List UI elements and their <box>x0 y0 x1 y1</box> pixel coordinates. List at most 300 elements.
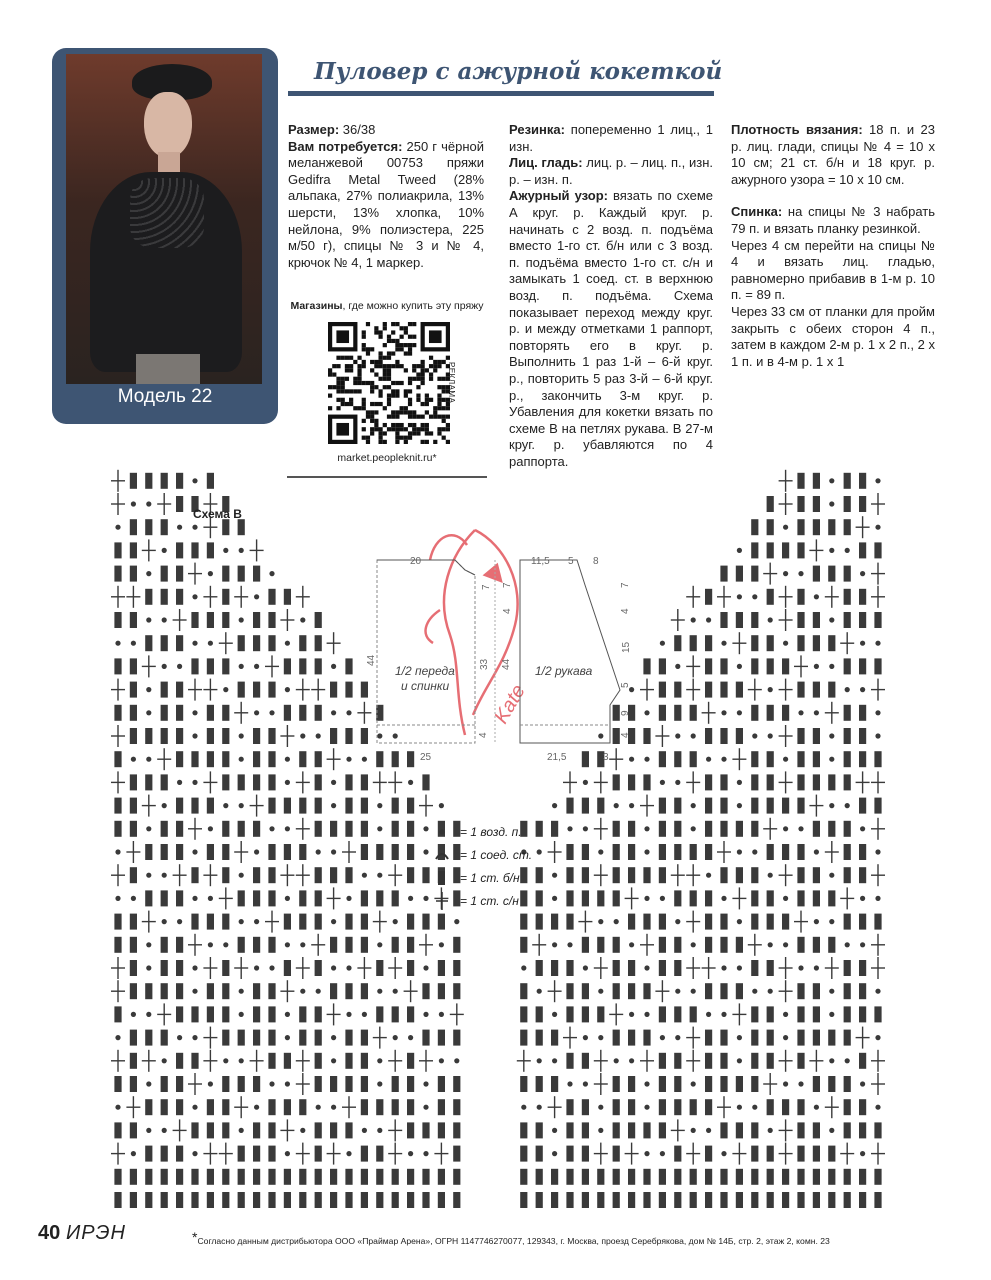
stitch-dot <box>439 942 444 947</box>
stitch-bar <box>222 705 229 721</box>
stitch-bar <box>253 774 260 790</box>
stitch-dot <box>875 525 880 530</box>
chart-legend <box>432 820 532 912</box>
stitch-bar <box>145 1169 152 1185</box>
stitch-dot <box>393 919 398 924</box>
stitch-bar <box>253 728 260 744</box>
stitch-bar <box>268 635 275 651</box>
stitch-bar <box>705 682 712 698</box>
stitch-dot <box>162 1128 167 1133</box>
stitch-bar <box>551 960 558 976</box>
stitch-bar <box>705 1146 712 1162</box>
stitch-dot <box>269 1081 274 1086</box>
skirt-shape <box>136 354 200 384</box>
stitch-dot <box>829 501 834 506</box>
stitch-dot <box>783 1012 788 1017</box>
stitch-bar <box>345 914 352 930</box>
stitch-dot <box>691 733 696 738</box>
stitch-bar <box>315 867 322 883</box>
stitch-bar <box>674 798 681 814</box>
stitch-bar <box>628 1192 635 1208</box>
stitch-bar <box>176 496 183 512</box>
stitch-bar <box>674 1053 681 1069</box>
stitch-bar <box>253 867 260 883</box>
stitch-bar <box>582 1122 589 1138</box>
lace-label: Ажурный узор: <box>509 188 608 204</box>
stitch-dot <box>131 641 136 646</box>
qr-code[interactable] <box>328 322 450 444</box>
stitch-bar <box>767 1099 774 1115</box>
stitch-bar <box>191 1169 198 1185</box>
stitch-dot <box>768 873 773 878</box>
stitch-bar <box>238 682 245 698</box>
stitch-dot <box>814 849 819 854</box>
stitch-dot <box>192 733 197 738</box>
stitch-bar <box>659 1122 666 1138</box>
stitch-bar <box>407 1099 414 1115</box>
dim-r2: 4 <box>620 608 631 614</box>
stitch-bar <box>345 682 352 698</box>
stitch-bar <box>315 774 322 790</box>
stitch-bar <box>844 844 851 860</box>
stitch-bar <box>438 914 445 930</box>
stitch-bar <box>315 1053 322 1069</box>
stitch-dot <box>845 1058 850 1063</box>
stitch-bar <box>566 798 573 814</box>
stitch-dot <box>192 780 197 785</box>
stitch-dot <box>208 641 213 646</box>
stitch-dot <box>614 919 619 924</box>
stitch-bar <box>767 519 774 535</box>
stitch-bar <box>407 867 414 883</box>
stitch-dot <box>829 803 834 808</box>
lace-text: вязать по схеме А круг. р. Каждый круг. р. начинать с 2 возд. п. подъёма вместо 1-го ст. б/н или с 3 возд. п. подъёма вместо 1-го ст. с/н и замыкать 1 соед. ст. в верхнюю возд. п. подъёма. Схема показывает переход между круг. р. и между отметками 1 раппорт, повторять его в круг. р. Выполнить 1 раз 1-й – 6-й круг. р., повторить 5 раз 3-й – 6-й круг. р., закончить 3-м круг. р. Убавления для кокетки вязать по схеме В на петлях рукава. В 27-м круг. р. убавляются по 4 раппорта. <box>509 188 713 469</box>
stockinette-text: лиц. р. – лиц. п., изн. р. – изн. п. <box>509 155 713 187</box>
stitch-bar <box>114 658 121 674</box>
stitch-bar <box>222 1030 229 1046</box>
stitch-dot <box>162 1058 167 1063</box>
stitch-dot <box>146 1081 151 1086</box>
legend-row-slip <box>432 843 532 866</box>
stitch-bar <box>797 937 804 953</box>
stitch-bar <box>299 798 306 814</box>
stitch-dot <box>691 942 696 947</box>
stitch-bar <box>191 1192 198 1208</box>
stitch-bar <box>268 844 275 860</box>
stitch-bar <box>751 798 758 814</box>
stitch-bar <box>392 890 399 906</box>
stitch-bar <box>797 1146 804 1162</box>
stitch-bar <box>690 1006 697 1022</box>
stitch-bar <box>767 658 774 674</box>
double-crochet-cross-icon <box>432 892 454 910</box>
stitch-dot <box>239 733 244 738</box>
scheme-title: Схема В <box>193 507 242 521</box>
dim-bot-r3: 3 <box>603 752 609 763</box>
stitch-bar <box>613 1076 620 1092</box>
stitch-bar <box>315 890 322 906</box>
dim-mid-a: 7 <box>481 584 492 590</box>
stitch-bar <box>720 658 727 674</box>
stitch-dot <box>583 1035 588 1040</box>
stitch-dot <box>875 710 880 715</box>
stitch-dot <box>768 617 773 622</box>
stitch-bar <box>176 1006 183 1022</box>
stitch-bar <box>238 519 245 535</box>
stitch-bar <box>130 867 137 883</box>
stitch-dot <box>598 1128 603 1133</box>
stitch-bar <box>859 705 866 721</box>
dim-r1: 7 <box>620 582 631 588</box>
stitch-bar <box>536 1192 543 1208</box>
stitch-bar <box>191 751 198 767</box>
stitch-bar <box>268 774 275 790</box>
stitch-bar <box>176 542 183 558</box>
stitch-bar <box>613 983 620 999</box>
stitch-bar <box>253 612 260 628</box>
stitch-dot <box>131 501 136 506</box>
stitch-bar <box>690 635 697 651</box>
stitch-bar <box>376 1099 383 1115</box>
stitch-bar <box>813 1030 820 1046</box>
model-label: Модель 22 <box>117 386 213 407</box>
stitch-dot <box>131 896 136 901</box>
stitch-dot <box>393 989 398 994</box>
stitch-bar <box>330 682 337 698</box>
stitch-bar <box>813 890 820 906</box>
stitch-bar <box>453 1099 460 1115</box>
stitch-bar <box>453 937 460 953</box>
stitch-bar <box>315 635 322 651</box>
stitch-bar <box>361 1099 368 1115</box>
stitch-dot <box>675 919 680 924</box>
stitch-dot <box>408 1035 413 1040</box>
stitch-bar <box>299 705 306 721</box>
stitch-dot <box>691 989 696 994</box>
stitch-dot <box>316 849 321 854</box>
face-shape <box>144 92 192 158</box>
stitch-bar <box>207 914 214 930</box>
stitch-bar <box>705 937 712 953</box>
stitch-dot <box>860 1151 865 1156</box>
stitch-dot <box>691 1081 696 1086</box>
stitch-dot <box>737 780 742 785</box>
stitch-bar <box>145 519 152 535</box>
stitch-dot <box>131 1151 136 1156</box>
stitch-bar <box>361 983 368 999</box>
stitch-bar <box>330 983 337 999</box>
stitch-dot <box>331 919 336 924</box>
stitch-bar <box>438 1122 445 1138</box>
stitch-dot <box>644 965 649 970</box>
stitch-dot <box>675 733 680 738</box>
stitch-dot <box>521 965 526 970</box>
stitch-bar <box>767 1192 774 1208</box>
stitch-dot <box>223 548 228 553</box>
stitch-bar <box>176 705 183 721</box>
stitch-bar <box>597 1169 604 1185</box>
stitch-bar <box>859 1006 866 1022</box>
stitch-bar <box>222 1122 229 1138</box>
shops-caption <box>289 300 485 312</box>
stitch-bar <box>345 1169 352 1185</box>
stitch-bar <box>628 1169 635 1185</box>
stitch-bar <box>253 890 260 906</box>
magazine-name: ИРЭН <box>66 1222 126 1244</box>
stitch-bar <box>130 658 137 674</box>
stitch-dot <box>721 757 726 762</box>
stitch-bar <box>551 1076 558 1092</box>
stitch-bar <box>114 705 121 721</box>
stitch-bar <box>767 496 774 512</box>
stitch-dot <box>362 1128 367 1133</box>
stitch-dot <box>254 965 259 970</box>
stitch-bar <box>674 821 681 837</box>
stitch-dot <box>829 919 834 924</box>
stitch-dot <box>346 965 351 970</box>
stitch-dot <box>583 826 588 831</box>
stitch-bar <box>797 890 804 906</box>
stitch-dot <box>208 1081 213 1086</box>
dim-top-left: 20 <box>410 556 422 567</box>
stitch-bar <box>315 751 322 767</box>
stitch-dot <box>377 826 382 831</box>
stitch-dot <box>721 896 726 901</box>
stitch-dot <box>408 780 413 785</box>
stitch-bar <box>643 1122 650 1138</box>
stitch-bar <box>536 1169 543 1185</box>
stitch-dot <box>814 710 819 715</box>
stitch-bar <box>238 937 245 953</box>
size-label: Размер: <box>288 122 340 137</box>
stitch-bar <box>797 1030 804 1046</box>
stitch-bar <box>844 821 851 837</box>
ad-label: РЕКЛАМА <box>447 362 456 404</box>
stitch-bar <box>536 1030 543 1046</box>
stitch-bar <box>859 1099 866 1115</box>
stitch-bar <box>299 844 306 860</box>
stitch-dot <box>829 989 834 994</box>
stitch-dot <box>377 873 382 878</box>
stitch-dot <box>423 849 428 854</box>
stitch-bar <box>859 960 866 976</box>
stitch-bar <box>345 937 352 953</box>
stitch-bar <box>145 983 152 999</box>
stitch-dot <box>285 687 290 692</box>
stitch-bar <box>145 1030 152 1046</box>
stitch-bar <box>222 774 229 790</box>
stitch-bar <box>315 821 322 837</box>
stitch-bar <box>114 937 121 953</box>
stitch-bar <box>751 1053 758 1069</box>
stitch-bar <box>453 1146 460 1162</box>
stitch-bar <box>284 705 291 721</box>
stitch-dot <box>675 1035 680 1040</box>
stitch-bar <box>628 1099 635 1115</box>
stitch-bar <box>797 612 804 628</box>
stitch-bar <box>361 937 368 953</box>
stitch-bar <box>828 1146 835 1162</box>
stitch-bar <box>315 914 322 930</box>
stitch-dot <box>660 641 665 646</box>
stitch-bar <box>674 1146 681 1162</box>
stitch-dot <box>192 478 197 483</box>
stitch-bar <box>813 728 820 744</box>
stitch-bar <box>330 937 337 953</box>
stitch-bar <box>844 473 851 489</box>
stitch-bar <box>161 705 168 721</box>
stitch-bar <box>268 1146 275 1162</box>
stitch-bar <box>566 1146 573 1162</box>
stitch-bar <box>674 844 681 860</box>
stitch-bar <box>797 635 804 651</box>
stitch-bar <box>222 844 229 860</box>
stitch-dot <box>691 826 696 831</box>
stitch-bar <box>222 1192 229 1208</box>
stitch-bar <box>191 1053 198 1069</box>
stitch-bar <box>751 1076 758 1092</box>
stitch-bar <box>613 937 620 953</box>
stitch-bar <box>720 1030 727 1046</box>
stitch-bar <box>720 1053 727 1069</box>
stitch-dot <box>269 710 274 715</box>
stitch-bar <box>828 774 835 790</box>
stitch-bar <box>767 774 774 790</box>
stitch-bar <box>643 1192 650 1208</box>
stitch-bar <box>253 983 260 999</box>
stitch-bar <box>222 728 229 744</box>
stitch-dot <box>814 1105 819 1110</box>
stitch-dot <box>269 571 274 576</box>
dim-r4: 5 <box>620 682 631 688</box>
stitch-bar <box>376 844 383 860</box>
column-instructions <box>731 122 935 370</box>
watermark-text: Kate <box>490 680 530 728</box>
stitch-bar <box>643 1030 650 1046</box>
stitch-bar <box>628 960 635 976</box>
stitch-bar <box>751 751 758 767</box>
stitch-bar <box>520 983 527 999</box>
stitch-bar <box>422 867 429 883</box>
stitch-bar <box>720 612 727 628</box>
stitch-bar <box>767 914 774 930</box>
stitch-dot <box>285 1151 290 1156</box>
stitch-dot <box>598 919 603 924</box>
slip-stitch-arc-icon <box>432 846 454 864</box>
stitch-dot <box>300 733 305 738</box>
stitch-dot <box>146 965 151 970</box>
stitch-bar <box>345 798 352 814</box>
stitch-bar <box>268 1099 275 1115</box>
front-label-1: 1/2 переда <box>395 664 455 678</box>
stitch-dot <box>644 826 649 831</box>
stitch-bar <box>566 1169 573 1185</box>
stitch-dot <box>115 1035 120 1040</box>
stitch-bar <box>130 821 137 837</box>
stitch-dot <box>614 803 619 808</box>
stitch-bar <box>751 1006 758 1022</box>
stitch-dot <box>346 1012 351 1017</box>
stitch-dot <box>706 873 711 878</box>
stitch-bar <box>253 1030 260 1046</box>
stitch-bar <box>392 1076 399 1092</box>
stitch-dot <box>860 826 865 831</box>
stitch-dot <box>768 733 773 738</box>
stitch-bar <box>407 798 414 814</box>
sleeve-label: 1/2 рукава <box>535 664 593 678</box>
stitch-bar <box>782 844 789 860</box>
stitch-dot <box>768 687 773 692</box>
stitch-bar <box>268 1006 275 1022</box>
stitch-dot <box>285 1081 290 1086</box>
stitch-bar <box>551 1192 558 1208</box>
size-value: 36/38 <box>339 122 376 137</box>
column-materials <box>288 122 484 271</box>
stitch-dot <box>737 849 742 854</box>
stitch-dot <box>567 826 572 831</box>
stitch-bar <box>345 1076 352 1092</box>
stitch-bar <box>536 1006 543 1022</box>
stitch-dot <box>783 896 788 901</box>
stitch-bar <box>751 960 758 976</box>
stitch-bar <box>628 1122 635 1138</box>
dim-top-r1: 11,5 <box>531 556 550 567</box>
stitch-bar <box>315 1169 322 1185</box>
stitch-bar <box>874 1192 881 1208</box>
stitch-bar <box>797 867 804 883</box>
stitch-bar <box>674 890 681 906</box>
stitch-bar <box>767 844 774 860</box>
stitch-dot <box>768 989 773 994</box>
stitch-dot <box>377 1128 382 1133</box>
stitch-dot <box>814 919 819 924</box>
stitch-dot <box>829 617 834 622</box>
stitch-bar <box>161 473 168 489</box>
stitch-dot <box>423 1081 428 1086</box>
stitch-dot <box>829 478 834 483</box>
stitch-dot <box>845 687 850 692</box>
stitch-bar <box>782 705 789 721</box>
stitch-bar <box>299 1006 306 1022</box>
chain-dot-icon <box>432 823 454 841</box>
stitch-bar <box>813 682 820 698</box>
stitch-bar <box>690 1099 697 1115</box>
stitch-bar <box>253 566 260 582</box>
stitch-bar <box>330 821 337 837</box>
legend-text: = 1 возд. п. <box>460 824 522 839</box>
stitch-dot <box>875 733 880 738</box>
stitch-bar <box>659 867 666 883</box>
stitch-dot <box>146 710 151 715</box>
stitch-bar <box>299 1192 306 1208</box>
stitch-bar <box>315 798 322 814</box>
stitch-bar <box>130 774 137 790</box>
stitch-bar <box>844 658 851 674</box>
stitch-bar <box>407 914 414 930</box>
stitch-bar <box>361 1192 368 1208</box>
stitch-bar <box>797 496 804 512</box>
stitch-dot <box>269 826 274 831</box>
stitch-dot <box>239 989 244 994</box>
stitch-bar <box>222 983 229 999</box>
shops-label: Магазины <box>290 300 343 312</box>
stitch-bar <box>176 890 183 906</box>
stitch-bar <box>813 937 820 953</box>
stitch-dot <box>829 757 834 762</box>
stitch-bar <box>720 1169 727 1185</box>
shop-url[interactable]: market.peopleknit.ru* <box>337 452 437 464</box>
stitch-dot <box>675 989 680 994</box>
